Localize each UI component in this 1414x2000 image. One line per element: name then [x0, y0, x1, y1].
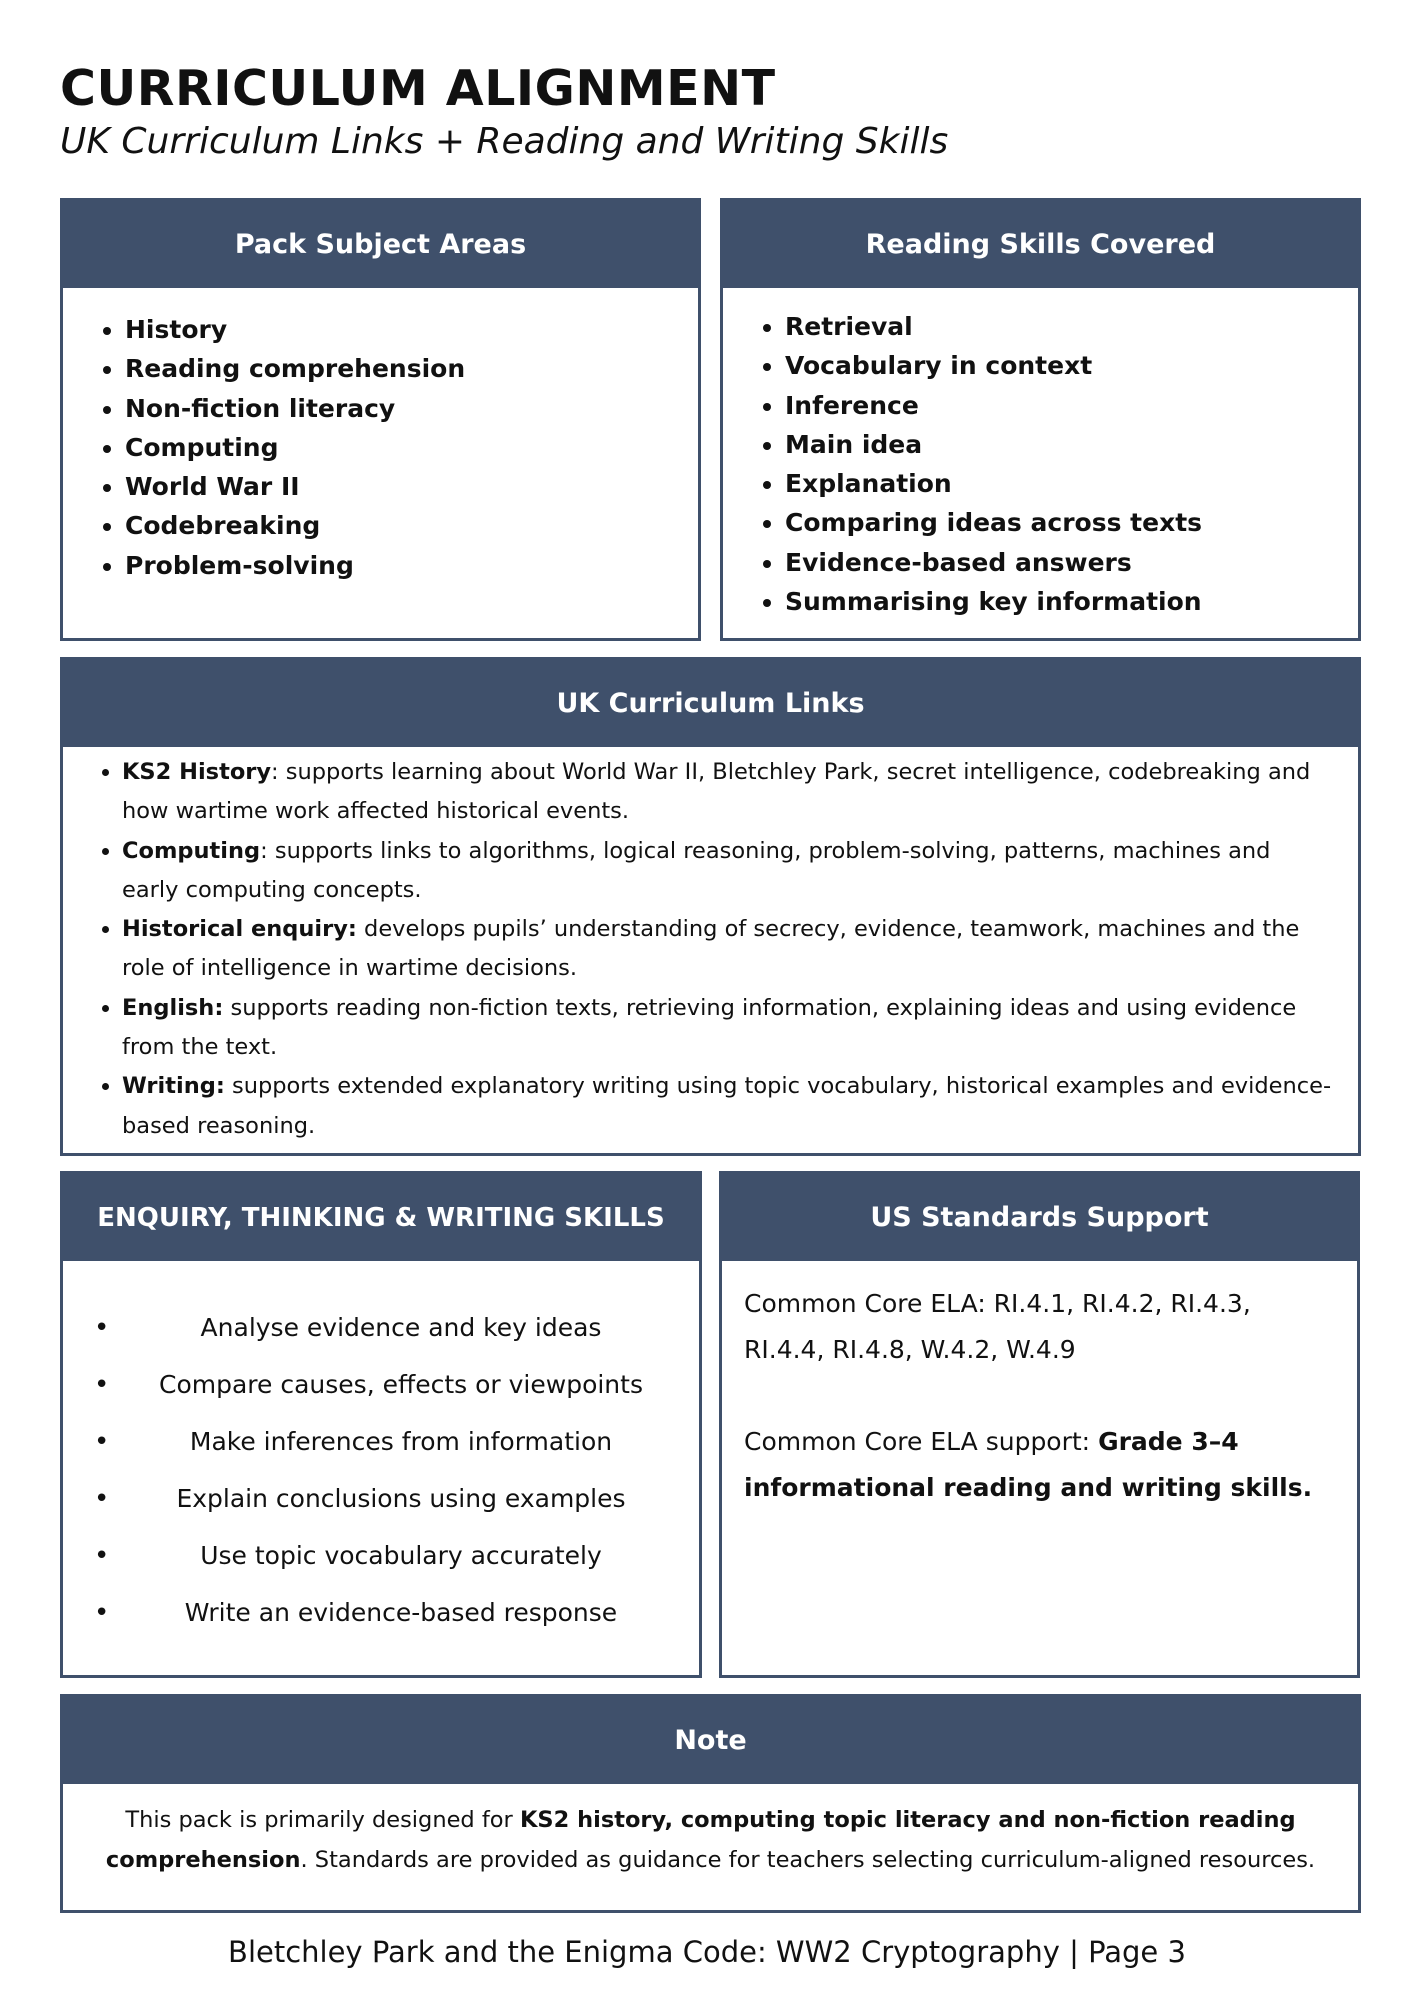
reading-skills-box [720, 198, 1361, 641]
skill-text: Compare causes, effects or viewpoints [159, 1370, 643, 1399]
list-item: • Explanation [785, 464, 1358, 503]
list-item: • Codebreaking [125, 506, 698, 545]
us-standards-heading: US Standards Support [722, 1174, 1357, 1261]
list-item: • Retrieval [785, 307, 1358, 346]
list-item: • Non-fiction literacy [125, 389, 698, 428]
bullet-icon: • [94, 1370, 110, 1400]
enquiry-skills-list [63, 1303, 699, 1645]
note-heading: Note [63, 1697, 1358, 1784]
list-item [63, 1588, 699, 1645]
support-prefix: Common Core ELA support: [744, 1427, 1099, 1456]
list-item: • History [125, 310, 698, 349]
uk-links-list [63, 753, 1358, 1146]
skill-text: Explain conclusions using examples [176, 1484, 626, 1513]
page-footer: Bletchley Park and the Enigma Code: WW2 Cryptography | Page 3 [228, 1935, 1186, 1969]
list-item: • World War II [125, 467, 698, 506]
enquiry-skills-box [60, 1171, 702, 1678]
link-text: supports reading non-fiction texts, retrieving information, explaining ideas and using evidence from the text. [122, 994, 1297, 1061]
note-suffix: . Standards are provided as guidance for teachers selecting curriculum-aligned resources. [300, 1847, 1316, 1873]
subject-areas-heading: Pack Subject Areas [63, 201, 698, 288]
subject-areas-list [63, 310, 698, 585]
skill-text: Use topic vocabulary accurately [200, 1541, 602, 1570]
list-item: • Inference [785, 386, 1358, 425]
list-item: • Vocabulary in context [785, 346, 1358, 385]
bullet-icon: • [94, 1427, 110, 1457]
us-standards-text [722, 1261, 1357, 1511]
support-bold: Grade 3–4 informational reading and writing skills. [744, 1427, 1313, 1502]
bullet-icon: • [94, 1484, 110, 1514]
standards-codes: Common Core ELA: RI.4.1, RI.4.2, RI.4.3, RI.4.4, RI.4.8, W.4.2, W.4.9 [744, 1289, 1251, 1364]
link-text: : supports learning about World War II, Bletchley Park, secret intelligence, codebreaking and how wartime work affected historical events. [122, 759, 1311, 825]
link-text: : supports links to algorithms, logical reasoning, problem-solving, patterns, machines and early computing concepts. [122, 837, 1271, 903]
note-text [63, 1784, 1358, 1880]
list-item [63, 1474, 699, 1531]
standards-support [744, 1419, 1333, 1511]
page-title: CURRICULUM ALIGNMENT [60, 60, 776, 117]
list-item [63, 1531, 699, 1588]
enquiry-skills-heading: ENQUIRY, THINKING & WRITING SKILLS [63, 1174, 699, 1261]
list-item: • Evidence-based answers [785, 543, 1358, 582]
link-text: supports extended explanatory writing using topic vocabulary, historical examples and evidence-based reasoning. [122, 1073, 1332, 1139]
spacer [744, 1373, 1333, 1419]
note-box [60, 1694, 1361, 1913]
bullet-icon: • [94, 1313, 110, 1343]
list-item: • Main idea [785, 425, 1358, 464]
list-item [122, 910, 1334, 989]
link-label: Computing [122, 837, 261, 864]
list-item [122, 832, 1334, 911]
list-item: • Computing [125, 428, 698, 467]
list-item [122, 1067, 1334, 1146]
us-standards-box [719, 1171, 1360, 1678]
page-subtitle: UK Curriculum Links + Reading and Writing Skills [60, 121, 949, 162]
uk-links-heading: UK Curriculum Links [63, 660, 1358, 747]
list-item: • Reading comprehension [125, 349, 698, 388]
bullet-icon: • [94, 1541, 110, 1571]
link-label: Historical enquiry: [122, 916, 357, 943]
link-label: English: [122, 994, 224, 1021]
list-item [122, 989, 1334, 1068]
skill-text: Analyse evidence and key ideas [200, 1313, 602, 1342]
list-item: • Summarising key information [785, 582, 1358, 621]
link-text: develops pupils’ understanding of secrecy, evidence, teamwork, machines and the role of intelligence in wartime decisions. [122, 916, 1300, 982]
list-item [122, 753, 1334, 832]
reading-skills-list [723, 307, 1358, 621]
list-item: • Comparing ideas across texts [785, 503, 1358, 542]
note-bold: KS2 history, computing topic literacy and non-fiction reading comprehension [105, 1807, 1296, 1873]
note-prefix: This pack is primarily designed for [125, 1807, 520, 1833]
skill-text: Make inferences from information [189, 1427, 613, 1456]
link-label: Writing: [122, 1073, 225, 1100]
reading-skills-heading: Reading Skills Covered [723, 201, 1358, 288]
link-label: KS2 History [122, 759, 272, 785]
list-item: • Problem-solving [125, 546, 698, 585]
list-item [63, 1417, 699, 1474]
list-item [63, 1303, 699, 1360]
uk-links-box [60, 657, 1361, 1156]
skill-text: Write an evidence-based response [184, 1598, 618, 1627]
bullet-icon: • [94, 1598, 110, 1628]
subject-areas-box [60, 198, 701, 641]
list-item [63, 1360, 699, 1417]
